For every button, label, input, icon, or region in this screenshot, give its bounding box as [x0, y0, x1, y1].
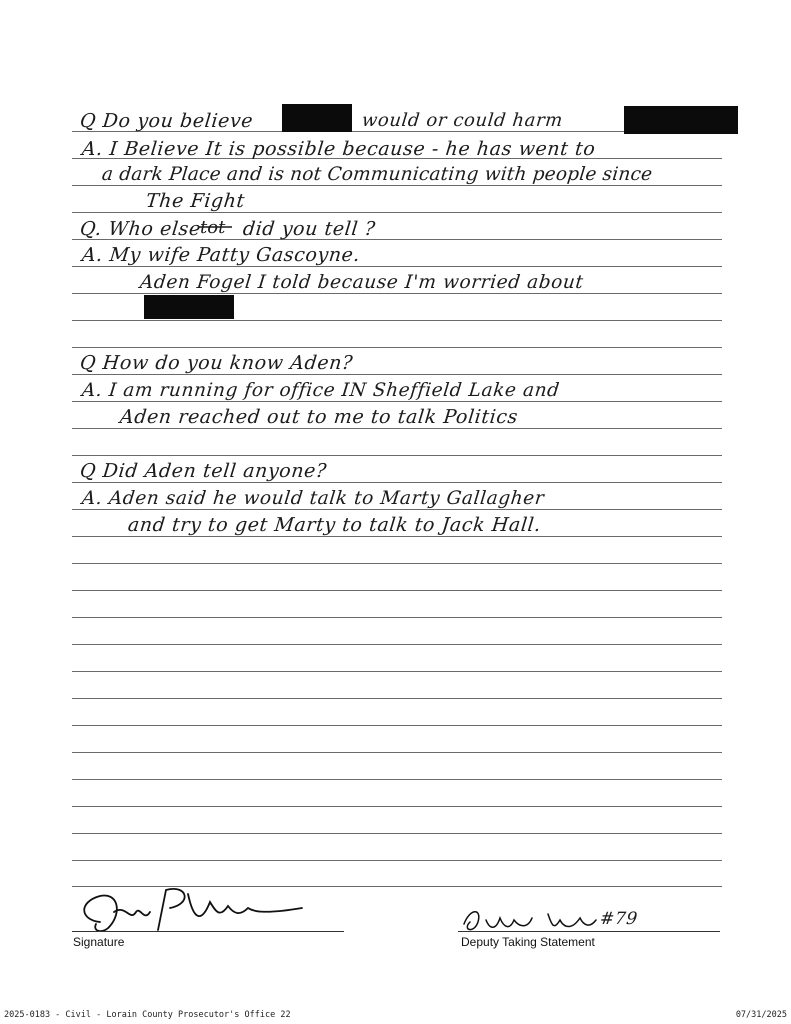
ruled-line [72, 563, 722, 564]
handwritten-line: A. I Believe It is possible because - he has went to [80, 138, 597, 160]
redaction-box [624, 106, 738, 134]
ruled-line [72, 779, 722, 780]
deputy-label: Deputy Taking Statement [461, 935, 595, 949]
ruled-line [72, 482, 722, 483]
ruled-line [72, 590, 722, 591]
ruled-line [72, 266, 722, 267]
handwritten-line: Q. Who else [78, 218, 203, 240]
ruled-line [72, 374, 722, 375]
crossed-out-word [198, 216, 242, 238]
svg-text:tot: tot [200, 217, 226, 238]
signature-scrawl [70, 882, 310, 938]
ruled-line [72, 806, 722, 807]
ruled-line [72, 833, 722, 834]
badge-number: #79 [598, 909, 639, 929]
handwritten-line: and try to get Marty to talk to Jack Hall. [126, 514, 543, 536]
ruled-line [72, 752, 722, 753]
signature-line [72, 931, 344, 932]
handwritten-line: a dark Place and is not Communicating with people since [100, 164, 654, 185]
handwritten-line: Aden reached out to me to talk Politics [118, 406, 520, 428]
handwritten-line: did you tell ? [241, 218, 377, 240]
ruled-line [72, 455, 722, 456]
ruled-line [72, 401, 722, 402]
signature-label: Signature [73, 935, 125, 949]
handwritten-line: A. Aden said he would talk to Marty Gallagher [80, 488, 546, 509]
ruled-line [72, 725, 722, 726]
redaction-box [282, 104, 352, 132]
handwritten-line: Q Did Aden tell anyone? [78, 460, 328, 482]
ruled-line [72, 509, 722, 510]
handwritten-line: The Fight [144, 190, 247, 212]
footer-date: 07/31/2025 [735, 1010, 787, 1020]
handwritten-line: would or could harm [360, 110, 565, 131]
deputy-signature-line [458, 931, 720, 932]
ruled-line [72, 293, 722, 294]
ruled-line [72, 860, 722, 861]
handwritten-line: Aden Fogel I told because I'm worried about [138, 272, 585, 293]
ruled-line [72, 644, 722, 645]
handwritten-line: Q How do you know Aden? [78, 352, 355, 374]
ruled-line [72, 536, 722, 537]
handwritten-line: Q Do you believe [78, 110, 255, 132]
ruled-line [72, 320, 722, 321]
footer-case-info: 2025-0183 - Civil - Lorain County Prosecutor's Office 22 [4, 1010, 291, 1020]
handwritten-line: A. I am running for office IN Sheffield Lake and [80, 380, 561, 401]
handwritten-line: A. My wife Patty Gascoyne. [80, 244, 362, 266]
ruled-line [72, 347, 722, 348]
ruled-line [72, 185, 722, 186]
ruled-line [72, 212, 722, 213]
ruled-line [72, 671, 722, 672]
ruled-line [72, 428, 722, 429]
redaction-box [144, 295, 234, 319]
ruled-line [72, 617, 722, 618]
ruled-line [72, 698, 722, 699]
